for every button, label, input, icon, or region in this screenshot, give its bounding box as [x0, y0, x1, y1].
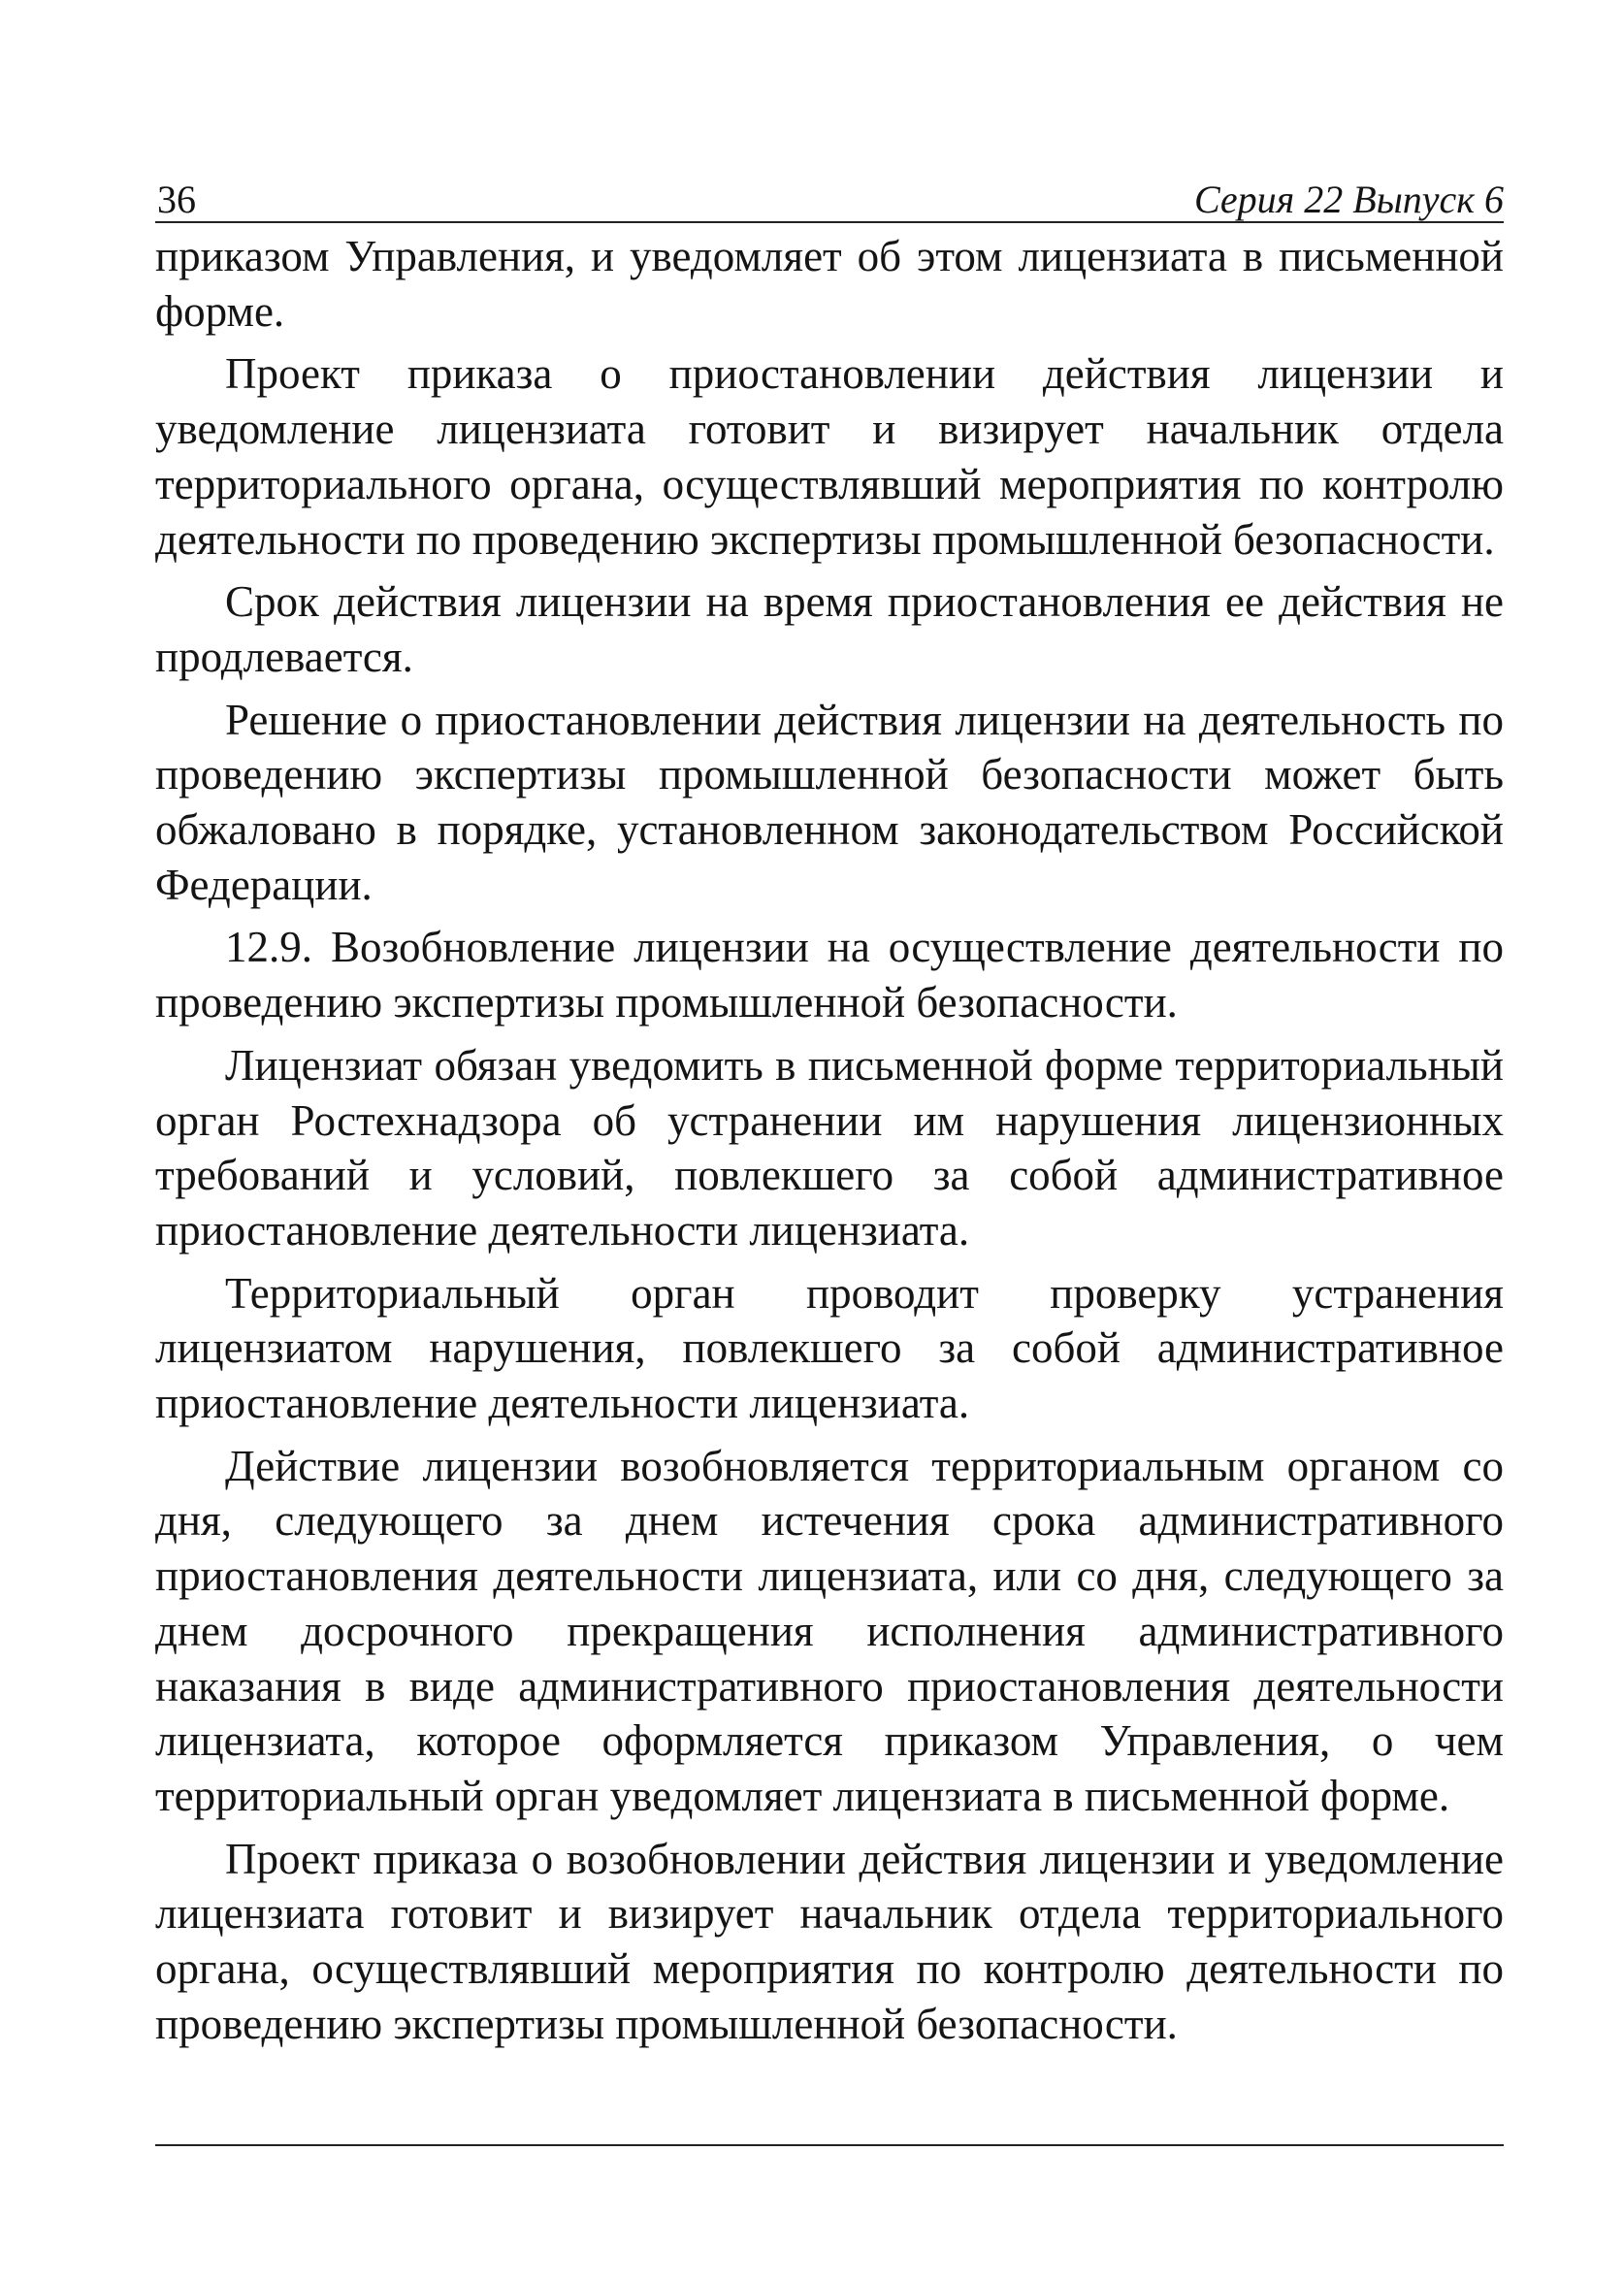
page — [155, 165, 1504, 2060]
bottom-rule — [155, 2144, 1504, 2146]
paragraph: Территориальный орган проводит проверку устранения лицензиатом нарушения, повлекшего за собой административное приостановление деятельности лицензиата. — [155, 1268, 1504, 1428]
series-title: Серия 22 Выпуск 6 — [1193, 178, 1504, 221]
paragraph: Проект приказа о возобновлении действия лицензии и уведомление лицензиата готовит и визирует начальник отдела территориального органа, осуществлявший мероприятия по контролю деятельности по проведению экспертизы промышленной безопасности. — [155, 1834, 1504, 2048]
paragraph: Решение о приостановлении действия лицензии на деятельность по проведению экспертизы промышленной безопасности может быть обжаловано в порядке, установленном законодательством Российской Федерации. — [155, 695, 1504, 909]
running-header — [155, 165, 1504, 223]
section-heading-12-9: 12.9. Возобновление лицензии на осуществление деятельности по проведению экспертизы промышленной безопасности. — [155, 923, 1504, 1027]
paragraph: Срок действия лицензии на время приостановления ее действия не продлевается. — [155, 577, 1504, 681]
body-text — [155, 229, 1504, 2052]
page-number: 36 — [157, 178, 196, 221]
paragraph: Проект приказа о приостановлении действия лицензии и уведомление лицензиата готовит и визирует начальник отдела территориального органа, осуществлявший мероприятия по контролю деятельности по проведению экспертизы промышленной безопасности. — [155, 349, 1504, 564]
paragraph-continuation: приказом Управления, и уведомляет об этом лицензиата в письменной форме. — [155, 232, 1504, 336]
paragraph: Лицензиат обязан уведомить в письменной форме территориальный орган Ростехнадзора об устранении им нарушения лицензионных требований и условий, повлекшего за собой административное приостановление деятельности лицензиата. — [155, 1040, 1504, 1255]
paragraph: Действие лицензии возобновляется территориальным органом со дня, следующего за днем истечения срока административного приостановления деятельности лицензиата, или со дня, следующего за днем досрочного прекращения исполнения административного наказания в виде административного приостановления деятельности лицензиата, которое оформляется приказом Управления, о чем территориальный орган уведомляет лицензиата в письменной форме. — [155, 1441, 1504, 1820]
